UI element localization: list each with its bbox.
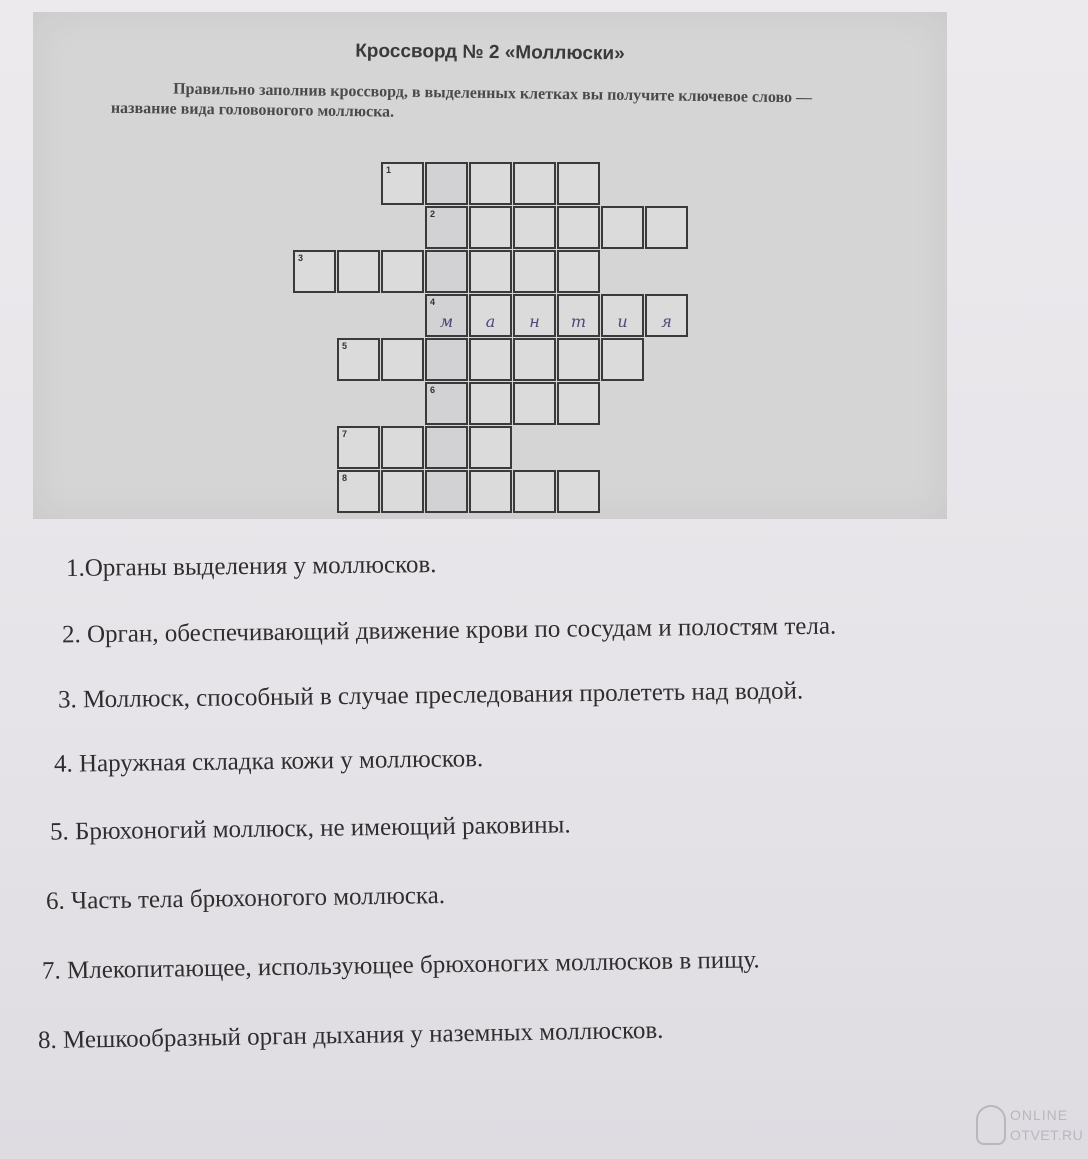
crossword-cell	[557, 338, 600, 381]
cell-number: 1	[386, 165, 392, 175]
crossword-cell	[601, 206, 644, 249]
watermark-line2: OTVET.RU	[1010, 1127, 1084, 1143]
clue-item: 4. Наружная складка кожи у моллюсков.	[53, 745, 484, 778]
crossword-cell	[557, 162, 600, 205]
crossword-cell	[337, 338, 380, 381]
crossword-cell	[469, 206, 512, 249]
crossword-cell	[425, 470, 468, 513]
crossword-cell	[337, 250, 380, 293]
crossword-cell	[425, 426, 468, 469]
handwritten-letter: и	[617, 312, 628, 331]
handwritten-letter: т	[570, 312, 587, 331]
crossword-cell	[381, 470, 424, 513]
cell-number: 7	[342, 429, 348, 439]
crossword-cell	[557, 470, 600, 513]
crossword-cell	[645, 206, 688, 249]
handwritten-letter: м	[439, 312, 454, 331]
crossword-cell	[557, 206, 600, 249]
cell-number: 6	[430, 385, 436, 395]
crossword-cell	[469, 294, 512, 337]
handwritten-letter: н	[529, 312, 540, 331]
crossword-cell	[469, 338, 512, 381]
crossword-cell	[513, 250, 556, 293]
crossword-cell	[557, 382, 600, 425]
cell-number: 8	[342, 473, 348, 483]
clue-item: 5. Брюхоногий моллюск, не имеющий раковины.	[49, 811, 571, 846]
lightbulb-icon	[976, 1105, 1006, 1145]
crossword-cell	[381, 338, 424, 381]
crossword-cell	[293, 250, 336, 293]
crossword-cell	[513, 382, 556, 425]
clue-item: 2. Орган, обеспечивающий движение крови по сосудам и полостям тела.	[61, 612, 837, 649]
crossword-cell	[381, 250, 424, 293]
crossword-cell	[469, 162, 512, 205]
crossword-cell	[381, 162, 424, 205]
crossword-cell	[381, 426, 424, 469]
crossword-intro: Правильно заполнив кроссворд, в выделенных клетках вы получите ключевое слово — название вида головоногого моллюска.	[110, 80, 813, 121]
crossword-cell	[513, 206, 556, 249]
crossword-cell	[557, 294, 600, 337]
crossword-cell	[645, 294, 688, 337]
crossword-title: Кроссворд № 2 «Моллюски»	[355, 40, 625, 65]
crossword-cell	[557, 250, 600, 293]
crossword-cell	[425, 338, 468, 381]
crossword-cell	[425, 250, 468, 293]
crossword-cell	[513, 470, 556, 513]
handwritten-letter: а	[485, 312, 496, 331]
crossword-cell	[469, 470, 512, 513]
cell-number: 3	[298, 253, 304, 263]
printed-crossword-block	[33, 12, 947, 519]
crossword-cell	[601, 338, 644, 381]
clue-item: 6. Часть тела брюхоногого моллюска.	[45, 882, 446, 915]
crossword-cell	[469, 426, 512, 469]
crossword-cell	[513, 294, 556, 337]
crossword-cell	[425, 382, 468, 425]
crossword-cell	[337, 426, 380, 469]
clue-item: 8. Мешкообразный орган дыхания у наземных моллюсков.	[37, 1016, 664, 1055]
crossword-cell	[513, 338, 556, 381]
crossword-cell	[425, 294, 468, 337]
clue-item: 7. Млекопитающее, использующее брюхоногих моллюсков в пищу.	[41, 946, 760, 985]
crossword-cell	[425, 162, 468, 205]
handwritten-letter: я	[661, 312, 672, 331]
watermark	[976, 1103, 1088, 1153]
cell-number: 2	[430, 209, 436, 219]
watermark-line1: ONLINE	[1010, 1107, 1069, 1123]
clue-item: 3. Моллюск, способный в случае преследования пролететь над водой.	[57, 677, 804, 714]
crossword-cell	[337, 470, 380, 513]
crossword-cell	[425, 206, 468, 249]
crossword-cell	[513, 162, 556, 205]
clue-item: 1.Органы выделения у моллюсков.	[65, 551, 437, 582]
cell-number: 5	[342, 341, 348, 351]
crossword-cell	[601, 294, 644, 337]
cell-number: 4	[430, 297, 436, 307]
crossword-cell	[469, 382, 512, 425]
crossword-cell	[469, 250, 512, 293]
